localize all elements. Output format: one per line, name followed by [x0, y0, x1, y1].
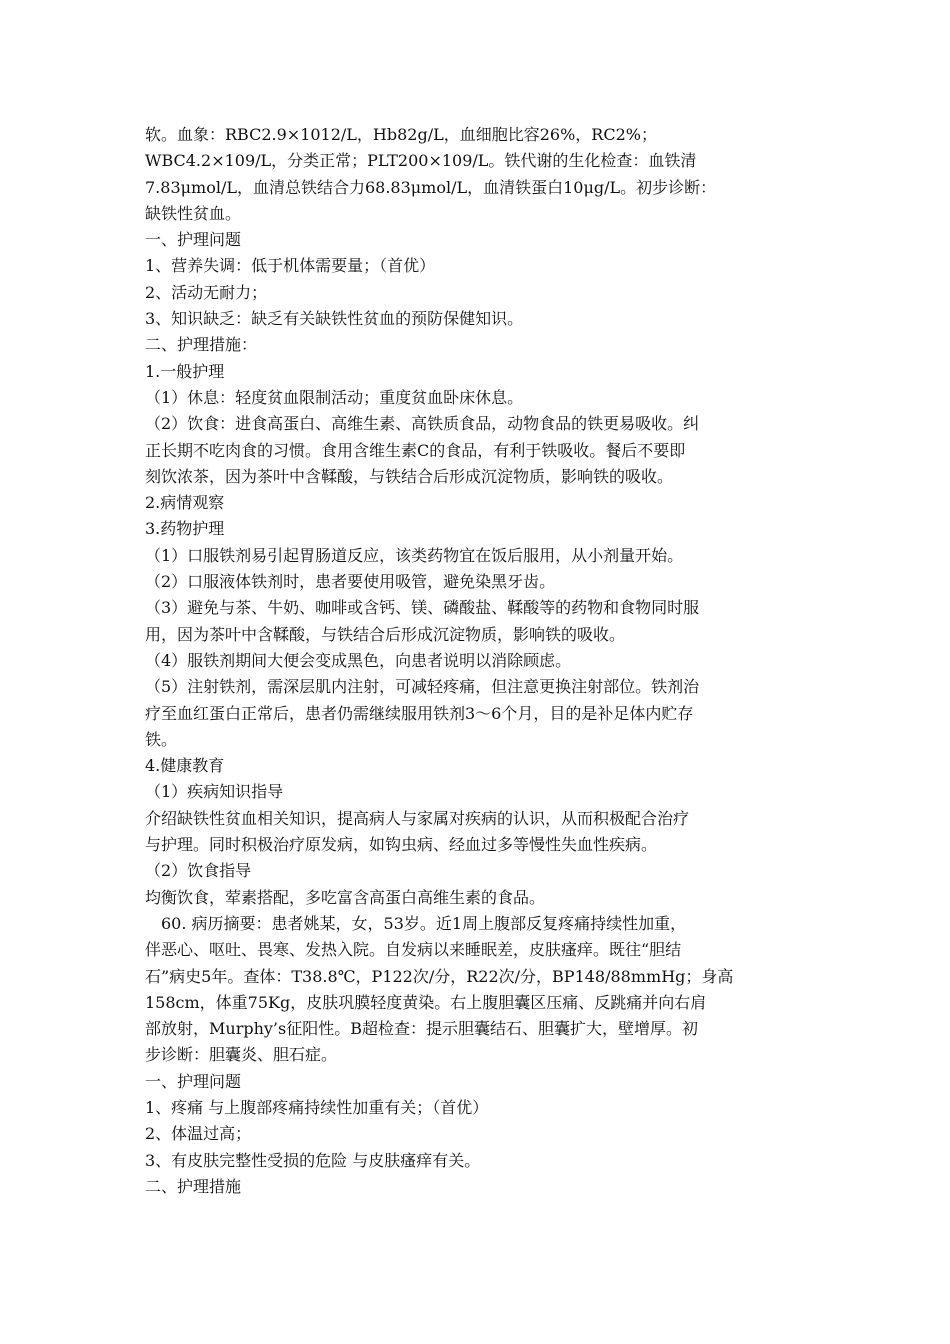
text-line: 7.83μmol/L，血清总铁结合力68.83μmol/L，血清铁蛋白10μg/L。初步诊断：	[145, 177, 717, 197]
text-line: 158cm，体重75Kg，皮肤巩膜轻度黄染。右上腹胆囊区压痛、反跳痛并向右肩	[145, 992, 707, 1012]
text-line: （1）口服铁剂易引起胃肠道反应，该类药物宜在饭后服用，从小剂量开始。	[145, 545, 684, 565]
text-line: 步诊断：胆囊炎、胆石症。	[145, 1045, 338, 1065]
text-line: 部放射，Murphy’s征阳性。B超检查：提示胆囊结石、胆囊扩大，壁增厚。初	[145, 1019, 698, 1039]
text-line: 伴恶心、呕吐、畏寒、发热入院。自发病以来睡眠差，皮肤瘙痒。既往“胆结	[145, 940, 682, 960]
text-line: 60. 病历摘要：患者姚某，女，53岁。近1周上腹部反复疼痛持续性加重，	[145, 913, 687, 933]
text-line: 2、体温过高；	[145, 1124, 252, 1144]
text-line: 刻饮浓茶，因为茶叶中含鞣酸，与铁结合后形成沉淀物质，影响铁的吸收。	[145, 466, 674, 486]
subsection-heading: 1.一般护理	[145, 361, 225, 381]
text-line: （4）服铁剂期间大便会变成黑色，向患者说明以消除顾虑。	[145, 650, 572, 670]
text-line: 均衡饮食，荤素搭配，多吃富含高蛋白高维生素的食品。	[145, 887, 546, 907]
text-line: 用，因为茶叶中含鞣酸，与铁结合后形成沉淀物质，影响铁的吸收。	[145, 624, 626, 644]
text-line: （2）饮食：进食高蛋白、高维生素、高铁质食品，动物食品的铁更易吸收。纠	[145, 414, 700, 434]
text-line: （3）避免与茶、牛奶、咖啡或含钙、镁、磷酸盐、鞣酸等的药物和食物同时服	[145, 598, 700, 618]
text-line: WBC4.2×109/L，分类正常；PLT200×109/L。铁代谢的生化检查：血铁清	[145, 151, 697, 171]
text-line: 1、营养失调：低于机体需要量；（首优）	[145, 256, 436, 276]
subsection-heading: 4.健康教育	[145, 756, 225, 776]
text-line: 2、活动无耐力；	[145, 282, 268, 302]
text-line: （2）口服液体铁剂时，患者要使用吸管，避免染黑牙齿。	[145, 572, 556, 592]
text-line: 1、疼痛 与上腹部疼痛持续性加重有关；（首优）	[145, 1097, 489, 1117]
section-heading: 一、护理问题	[145, 1071, 242, 1091]
text-line: 3、知识缺乏：缺乏有关缺铁性贫血的预防保健知识。	[145, 309, 524, 329]
text-line: 疗至血红蛋白正常后，患者仍需继续服用铁剂3～6个月，目的是补足体内贮存	[145, 703, 694, 723]
text-line: 介绍缺铁性贫血相关知识，提高病人与家属对疾病的认识，从而积极配合治疗	[145, 808, 690, 828]
text-line: 缺铁性贫血。	[145, 203, 242, 223]
text-line: （2）饮食指导	[145, 861, 252, 881]
text-line: 3、有皮肤完整性受损的危险 与皮肤瘙痒有关。	[145, 1150, 481, 1170]
text-line: 软。血象：RBC2.9×1012/L，Hb82g/L，血细胞比容26%，RC2%；	[145, 125, 657, 144]
text-line: （1）休息：轻度贫血限制活动；重度贫血卧床休息。	[145, 387, 524, 407]
subsection-heading: 3.药物护理	[145, 519, 225, 539]
section-heading: 一、护理问题	[145, 230, 242, 250]
text-line: （1）疾病知识指导	[145, 782, 284, 802]
document-body	[145, 122, 815, 1200]
section-heading: 二、护理措施：	[145, 335, 258, 355]
text-line: 铁。	[145, 729, 178, 749]
text-line: 石”病史5年。查体：T38.8℃，P122次/分，R22次/分，BP148/88mmHg；身高	[145, 966, 734, 986]
subsection-heading: 2.病情观察	[145, 493, 225, 513]
text-line: 与护理。同时积极治疗原发病，如钩虫病、经血过多等慢性失血性疾病。	[145, 835, 658, 855]
text-line: （5）注射铁剂，需深层肌内注射，可减轻疼痛，但注意更换注射部位。铁剂治	[145, 677, 700, 697]
section-heading: 二、护理措施	[145, 1176, 242, 1196]
text-line: 正长期不吃肉食的习惯。食用含维生素C的食品，有利于铁吸收。餐后不要即	[145, 440, 686, 460]
